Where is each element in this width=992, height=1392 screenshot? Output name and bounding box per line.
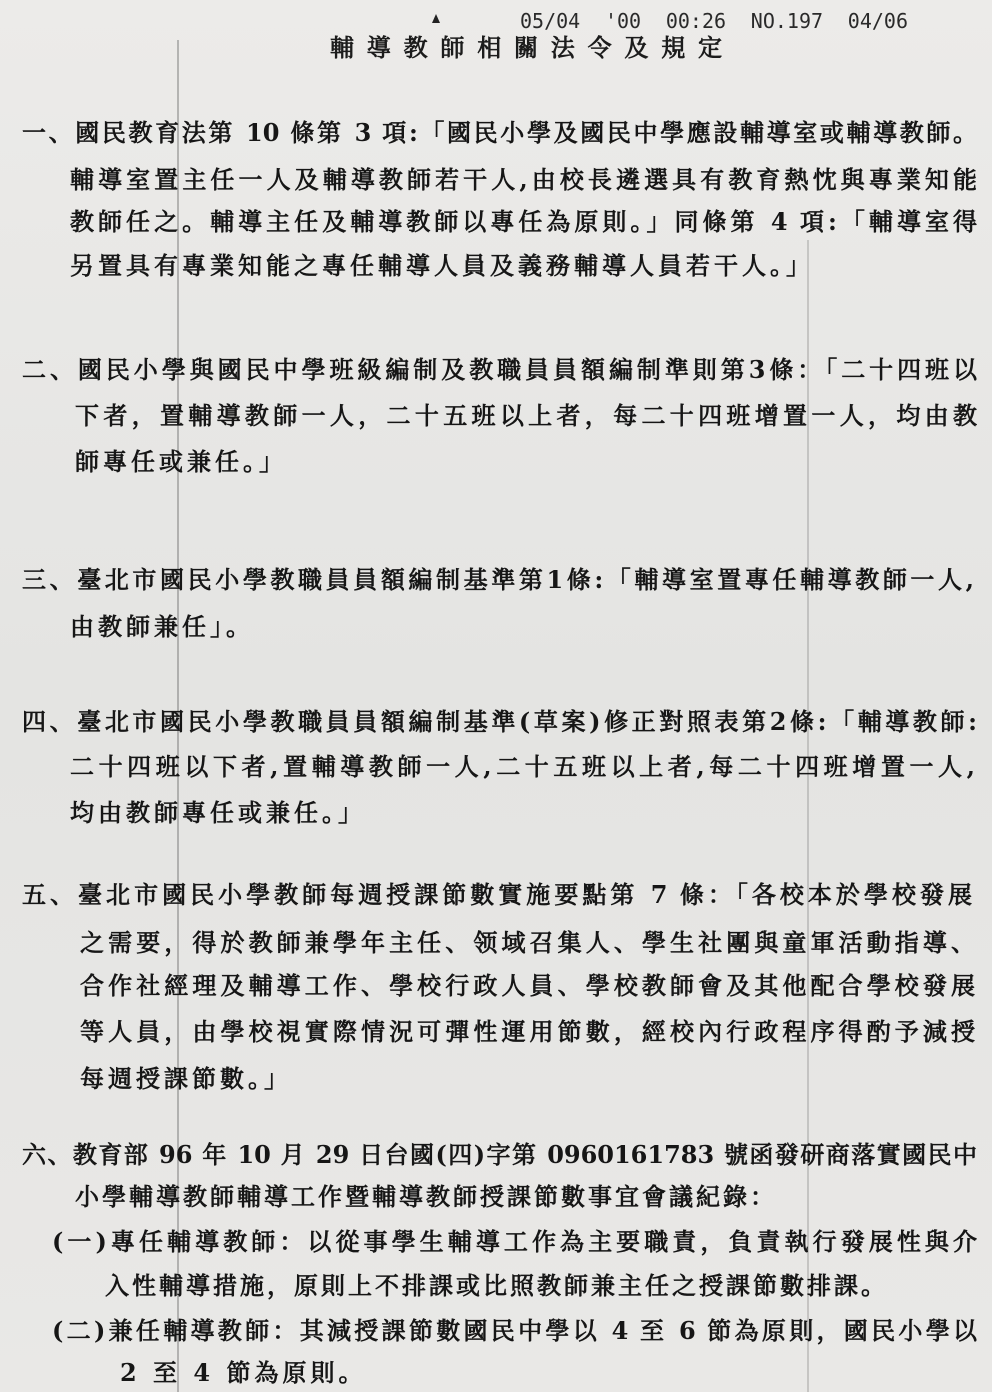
item-2-line-1: 二、國民小學與國民中學班級編制及教職員員額編制準則第3條：「二十四班以 [22,355,977,384]
item-5-line-4: 等人員，由學校視實際情況可彈性運用節數，經校內行政程序得酌予減授 [80,1017,975,1046]
item-3-line-2: 由教師兼任」。 [70,612,254,641]
item-4-line-3: 均由教師專任或兼任。」 [70,798,366,827]
item-2-line-2: 下者，置輔導教師一人，二十五班以上者，每二十四班增置一人，均由教 [75,401,977,430]
item-1-line-2: 輔導室置主任一人及輔導教師若干人,由校長遴選具有教育熱忱與專業知能 [70,165,977,194]
item-5-line-5: 每週授課節數。」 [80,1064,292,1093]
item-2-line-3: 師專任或兼任。」 [75,447,287,476]
scan-mark [432,14,440,23]
item-1-line-3: 教師任之。輔導主任及輔導教師以專任為原則。」同條第 4 項:「輔導室得 [70,207,977,236]
item-1-line-4: 另置具有專業知能之專任輔導人員及義務輔導人員若干人。」 [70,251,814,280]
item-5-line-3: 合作社經理及輔導工作、學校行政人員、學校教師會及其他配合學校發展 [80,971,975,1000]
item-6-sub-1-line-1: (一)專任輔導教師：以從事學生輔導工作為主要職責，負責執行發展性與介 [52,1227,977,1256]
item-5-line-1: 五、臺北市國民小學教師每週授課節數實施要點第 7 條：「各校本於學校發展 [22,880,972,909]
item-4-line-2: 二十四班以下者,置輔導教師一人,二十五班以上者,每二十四班增置一人, [70,752,975,781]
item-6-line-2: 小學輔導教師輔導工作暨輔導教師授課節數事宜會議紀錄： [75,1182,777,1211]
item-4-line-1: 四、臺北市國民小學教職員員額編制基準(草案)修正對照表第2條:「輔導教師: [22,707,977,736]
fax-header: 05/04 '00 00:26 NO.197 04/06 [520,9,908,33]
item-3-line-1: 三、臺北市國民小學教職員員額編制基準第1條:「輔導室置專任輔導教師一人, [22,565,974,594]
item-6-sub-2-line-1: (二)兼任輔導教師：其減授課節數國民中學以 4 至 6 節為原則，國民小學以 [52,1316,977,1345]
item-6-sub-2-line-2: 2 至 4 節為原則。 [120,1358,367,1387]
item-6-line-1: 六、教育部 96 年 10 月 29 日台國(四)字第 0960161783 號函發研商落實國民中 [22,1140,977,1169]
item-1-line-1: 一、國民教育法第 10 條第 3 項:「國民小學及國民中學應設輔導室或輔導教師。 [22,118,977,147]
document-title: 輔導教師相關法令及規定 [330,33,722,62]
item-5-line-2: 之需要，得於教師兼學年主任、领域召集人、學生社團與童軍活動指導、 [80,928,975,957]
item-6-sub-1-line-2: 入性輔導措施，原則上不排課或比照教師兼主任之授課節數排課。 [105,1271,888,1300]
